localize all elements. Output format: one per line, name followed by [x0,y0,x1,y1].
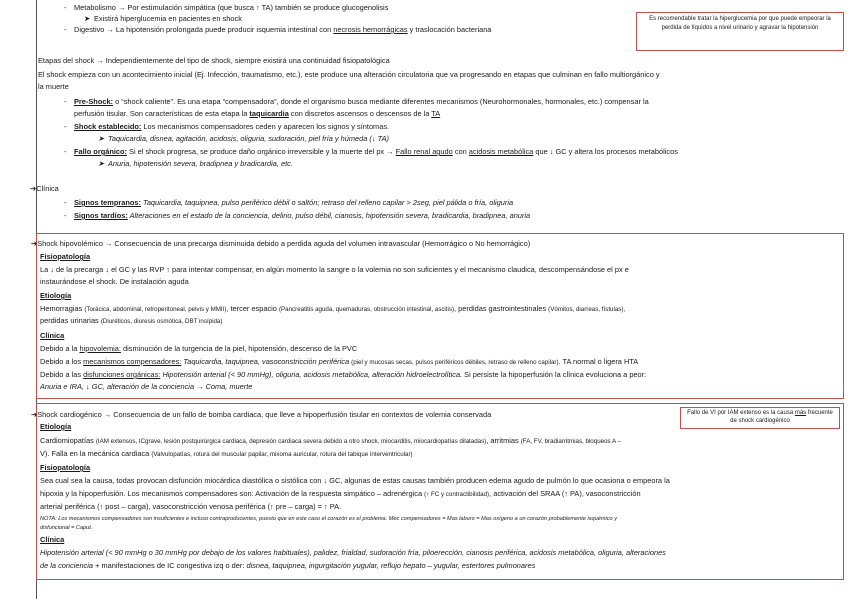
arrow-right-icon: ➔ [30,184,37,193]
metabolismo-line [64,3,388,13]
fallo-label: Fallo orgánico: [74,147,127,156]
hipo-clinica-3: Debido a las disfunciones orgánicas: Hipotensión arterial (< 90 mmHg), oliguria, acidosis metabólica, alteración hidroelectrolítica. Si persiste la hipoperfusión la clínica evoluciona a peor: [40,370,647,379]
arrow-bullet-icon: ➤ [84,14,91,23]
preshock-line: - Pre-Shock: o “shock caliente”. Es una etapa “compensadora”, donde el organismo busca mediante diferentes mecanismos (Neurohormonales, hormonales, etc.) compensar la [64,97,649,106]
hipo-etio-2: perdidas urinarias (Diuréticos, diuresis osmótica, DBT insípida) [40,316,223,325]
cardio-clinica-1: Hipotensión arterial (< 90 mmHg o 30 mmHg por debajo de los valores habituales), palidez, frialdad, sudoración fría, piloerección, cianosis periférica, acidosis metabólica, oliguria, alteraciones [40,548,666,557]
necrosis-text: necrosis hemorrágicas [333,25,408,34]
hipo-fisio-1: La ↓ de la precarga ↓ el GC y las RVP ↑ para intentar compensar, en algún momento la sangre o la volemia no son suficientes y el mecanismo claudica, descompensándose el px e [40,265,629,274]
fallo-sub: ➤ Anuria, hipotensión severa, bradipnea y bradicardia, etc. [98,159,293,168]
hipo-fisio-heading: Fisiopatología [40,252,91,261]
cardio-fisio-heading: Fisiopatología [40,463,91,472]
cardiogenico-note: Fallo de VI por IAM extenso es la causa más frecuente de shock cardiogénico [680,407,840,429]
hiperglucemia-text: Existirá hiperglucemia en pacientes en shock [94,14,242,23]
signos-tardios-line: - Signos tardíos: Alteraciones en el estado de la conciencia, delirio, pulso débil, cianosis, hipotensión severa, bradicardia, bradipnea, anuria [64,211,531,220]
hipo-etio-heading: Etiología [40,291,72,300]
arrow-right-icon: ➔ [31,239,38,248]
etapas-intro-2: la muerte [38,82,69,91]
hiperglucemia-line [84,14,242,24]
hipo-fisio-2: instaurándose el shock. De instalación aguda [40,277,189,286]
etapas-intro: El shock empieza con un acontecimiento inicial (Ej. Infección, traumatismo, etc.), este produce una alteración circulatoria que va progresando en etapas que culminan en fallo multiorgánico y [38,70,660,79]
hipo-clinica-2: Debido a los mecanismos compensadores: Taquicardia, taquipnea, vasoconstricción periférica (piel y mucosas secas, pulsos periféricos débiles, retraso de relleno capilar). TA normal o ligera HTA [40,357,639,366]
cardio-fisio-2: hipoxia y la hipoperfusión. Los mecanismos compensadores son: Activación de la respuesta simpático – adrenérgica (↑ FC y contractibilidad), activación del SRAA (↑ PA), vasoconstricción [40,489,641,498]
fallo-line: - Fallo orgánico: Si el shock progresa, se produce daño orgánico irreversible y la muerte del px → Fallo renal agudo con acidosis metabólica que ↓ GC y altera los procesos metabólicos [64,147,678,156]
hipo-clinica-4: Anuria e IRA, ↓ GC, alteración de la conciencia → Coma, muerte [40,382,253,391]
hipo-clinica-1: Debido a la hipovolemia: disminución de la turgencia de la piel, hipotensión, descenso de la PVC [40,344,358,353]
hipo-etio-1: Hemorragias (Torácica, abdominal, retroperitoneal, pelvis y MMII), tercer espacio (Pancreatitis aguda, quemaduras, obstrucción intestinal, ascitis), perdidas gastrointestinales (Vómitos, diarreas, fístulas), [40,304,626,313]
preshock-line-2: perfusión tisular. Son características de esta etapa la taquicardia con discretos ascensos o descensos de la TA [74,109,441,118]
arrow-right-icon: ➔ [31,410,38,419]
digestivo-line: - Digestivo → La hipotensión prolongada puede producir isquemia intestinal con necrosis hemorrágicas y traslocación bacteriana [64,25,492,34]
dash-bullet: - [64,3,67,12]
metabolismo-text: Metabolismo → Por estimulación simpática (que busca ↑ TA) también se produce glucogenolisis [74,3,389,12]
cardio-fisio-1: Sea cual sea la causa, todas provocan disfunción miocárdica diastólica o sistólica con ↓ GC, algunas de estas causas también producen edema agudo de pulmón lo que ocasiona o empeora la [40,476,670,485]
cardio-etio-2: V). Falla en la mecánica cardiaca (Valvulopatías, rotura del muscular papilar, mixoma auricular, rotura del tabique interventricular) [40,449,413,458]
cardio-fisio-3: arterial periférica (↑ post – carga), vasoconstricción venosa periférica (↑ pre – carga) = ↑ PA. [40,502,342,511]
cardio-clinica-heading: Clínica [40,535,65,544]
hiperglucemia-note: Es recomendable tratar la hiperglucemia por que puede empeorar la perdida de líquidos a nivel urinario y agravar la hipotensión [636,12,844,51]
hipovolemico-title: ➔Shock hipovolémico → Consecuencia de una precarga disminuida debido a perdida aguda del volumen intravascular (Hemorrágico o No hemorrágico) [31,239,531,248]
preshock-label: Pre-Shock: [74,97,114,106]
cardiogenico-title: ➔Shock cardiogénico → Consecuencia de un fallo de bomba cardiaca, que lleve a hipoperfusión tisular en contextos de volemia conservada [31,410,492,419]
establecido-line: - Shock establecido: Los mecanismos compensadores ceden y aparecen los signos y síntomas. [64,122,390,131]
establecido-sub: ➤ Taquicardia, disnea, agitación, acidosis, oliguria, sudoración, piel fría y húmeda (↓ TA) [98,134,389,143]
signos-tempranos-line: - Signos tempranos: Taquicardia, taquipnea, pulso periférico débil o saltón; retraso del relleno capilar > 2seg, piel pálida o fría, oliguria [64,198,514,207]
cardio-etio-heading: Etiología [40,422,72,431]
arrow-bullet-icon: ➤ [98,159,105,168]
cardio-nota-1: NOTA: Los mecanismos compensadores son insuficientes e incluso contraproducentes, puesto que en este caso el corazón es el problema. Mec compensadores = Mas laburo = Mas oxígeno a un corazón probablemente isquémico y [40,516,617,522]
establecido-label: Shock establecido: [74,122,142,131]
arrow-bullet-icon: ➤ [98,134,105,143]
clinica-title: ➔Clínica [30,184,59,193]
hipo-clinica-heading: Clínica [40,331,65,340]
cardio-etio-1: Cardiomiopatías (IAM extensos, ICgrave, lesión postquirúrgica cardiaca, depresión cardiaca severa debido a otro shock, miocarditis, miocardiopatías dilatadas), arritmias (FA, FV, bradiarritmias, bloqueos A – [40,436,621,445]
cardio-clinica-2: de la conciencia + manifestaciones de IC congestiva izq o der: disnea, taquipnea, ingurgitación yugular, reflujo hepato – yugular, estertores pulmonares [40,561,536,570]
cardio-nota-2: disfuncional = Caput. [40,525,93,531]
dash-bullet: - [64,25,67,34]
etapas-title: Etapas del shock → Independientemente del tipo de shock, siempre existirá una continuidad fisiopatológica [38,56,390,65]
